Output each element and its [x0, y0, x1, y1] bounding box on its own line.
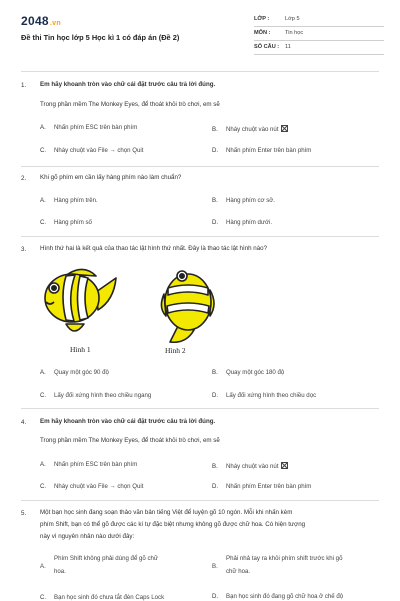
info-class: LỚP : Lớp 5	[254, 14, 384, 27]
question-text-line-3: này vì nguyên nhân nào dưới đây:	[40, 533, 135, 540]
info-count: SỐ CÂU : 11	[254, 42, 384, 55]
option-a[interactable]: A. Hàng phím trên.	[40, 197, 98, 204]
option-c[interactable]: C. Lấy đối xứng hình theo chiều ngang	[40, 392, 152, 399]
question-subtext: Trong phần mềm The Monkey Eyes, để thoát khỏi trò chơi, em sẽ	[40, 101, 220, 108]
page-header	[0, 0, 400, 62]
info-subject: MÔN : Tin học	[254, 28, 384, 41]
question-text: Em hãy khoanh tròn vào chữ cái đặt trước câu trả lời đúng.	[40, 418, 216, 425]
option-b-letter[interactable]: B.	[212, 563, 218, 570]
divider	[21, 71, 379, 72]
divider	[21, 408, 379, 409]
figure-caption-2: Hình 2	[165, 346, 186, 355]
question-number: 4.	[21, 419, 27, 426]
option-d[interactable]: D. Bạn học sinh đó đang gõ chữ hoa ở chế độ	[212, 593, 344, 600]
option-a[interactable]: A. Nhấn phím ESC trên bàn phím	[40, 124, 138, 131]
option-c[interactable]: C. Bạn học sinh đó chưa tắt đèn Caps Lock	[40, 594, 165, 601]
option-b[interactable]: B. Quay một góc 180 độ	[212, 369, 285, 376]
question-number: 3.	[21, 246, 27, 253]
option-d[interactable]: D. Hàng phím dưới.	[212, 219, 273, 226]
question-number: 1.	[21, 82, 27, 89]
option-d[interactable]: D. Nhấn phím Enter trên bàn phím	[212, 147, 312, 154]
divider	[21, 500, 379, 501]
question-text: Em hãy khoanh tròn vào chữ cái đặt trước câu trả lời đúng.	[40, 81, 216, 88]
site-logo[interactable]: 2048.vn	[21, 14, 61, 28]
fish-figure-2	[160, 264, 218, 344]
option-d[interactable]: D. Lấy đối xứng hình theo chiều dọc	[212, 392, 317, 399]
divider	[21, 236, 379, 237]
option-c[interactable]: C. Nháy chuột vào File → chọn Quit	[40, 483, 144, 490]
question-text: Khi gõ phím em cần lấy hàng phím nào làm chuẩn?	[40, 174, 182, 181]
option-c[interactable]: C. Hàng phím số	[40, 219, 92, 226]
page-title: Đề thi Tin học lớp 5 Học kì 1 có đáp án (Đề 2)	[21, 33, 180, 42]
question-text-line-1: Một bạn học sinh đang soạn thảo văn bản tiếng Việt để luyện gõ 10 ngón. Mỗi khi nhấn kèm	[40, 509, 293, 516]
question-text: Hình thứ hai là kết quả của thao tác lật hình thứ nhất. Đây là thao tác lật hình nào?	[40, 245, 268, 252]
option-a-letter[interactable]: A.	[40, 563, 46, 570]
question-subtext: Trong phần mềm The Monkey Eyes, để thoát khỏi trò chơi, em sẽ	[40, 437, 220, 444]
close-icon	[281, 125, 288, 132]
option-a[interactable]: A. Nhấn phím ESC trên bàn phím	[40, 461, 138, 468]
question-text-line-2: phím Shift, bạn có thể gõ được các kí tự đặc biệt nhưng không gõ được chữ hoa. Có hiện tượng	[40, 521, 306, 528]
fish-figure-1	[40, 266, 118, 336]
question-number: 5.	[21, 510, 27, 517]
option-c[interactable]: C. Nháy chuột vào File → chọn Quit	[40, 147, 144, 154]
figure-caption-1: Hình 1	[70, 345, 91, 354]
option-b[interactable]: B. Nháy chuột vào nút	[212, 461, 288, 470]
option-b-line-1: Phải nhả tay ra khỏi phím shift trước khi gõ	[226, 555, 343, 562]
option-d[interactable]: D. Nhấn phím Enter trên bàn phím	[212, 483, 312, 490]
option-a-line-1: Phím Shift không phải dùng để gõ chữ	[54, 555, 159, 562]
option-b[interactable]: B. Nháy chuột vào nút	[212, 124, 288, 133]
option-a[interactable]: A. Quay một góc 90 độ	[40, 369, 109, 376]
option-b-line-2: chữ hoa.	[226, 568, 251, 575]
close-icon	[281, 462, 288, 469]
divider	[21, 166, 379, 167]
option-b[interactable]: B. Hàng phím cơ sở.	[212, 197, 275, 204]
option-a-line-2: hoa.	[54, 568, 66, 575]
question-number: 2.	[21, 175, 27, 182]
